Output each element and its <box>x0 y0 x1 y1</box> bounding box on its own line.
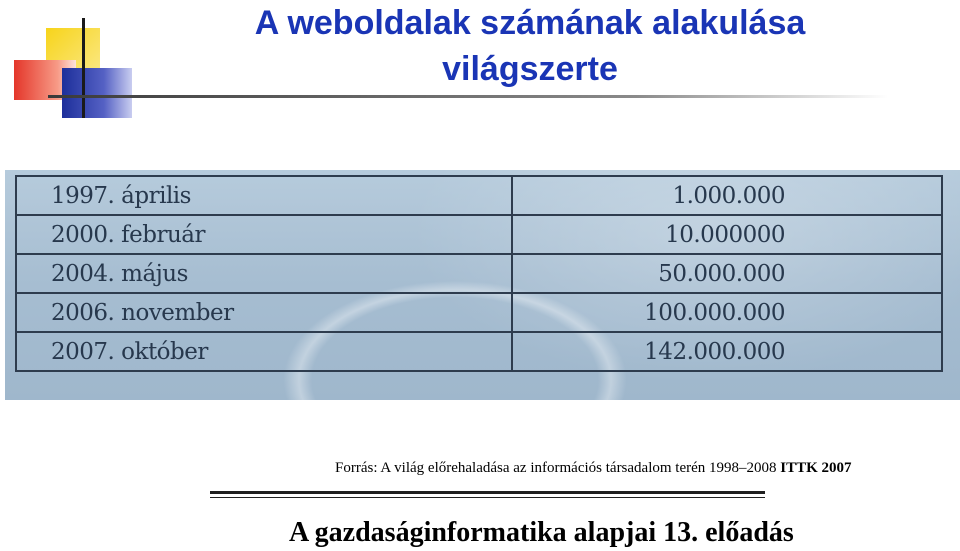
website-count-table <box>15 175 943 372</box>
footer-rule-thin <box>210 497 765 498</box>
table-cell-date: 2006. november <box>16 293 512 332</box>
footer-title: A gazdaságinformatika alapjai 13. előadás <box>289 517 794 548</box>
logo-vertical-line <box>82 18 85 118</box>
table-cell-date: 2007. október <box>16 332 512 371</box>
source-text: Forrás: A világ előrehaladása az információs társadalom terén 1998–2008 <box>335 460 781 476</box>
table-cell-value: 1.000.000 <box>672 182 785 209</box>
table-row <box>16 332 942 371</box>
table-cell-value: 142.000.000 <box>512 332 942 371</box>
table-cell-date: 2000. február <box>16 215 512 254</box>
table-cell-value: 100.000.000 <box>512 293 942 332</box>
table-cell-value: 10.000000 <box>512 215 942 254</box>
source-bold: ITTK 2007 <box>780 460 852 476</box>
slide-title <box>160 0 900 92</box>
footer-rule-thick <box>210 491 765 494</box>
logo-blue-square <box>62 68 132 118</box>
table-row <box>16 293 942 332</box>
table-row <box>16 254 942 293</box>
slide-title-line1: A weboldalak számának alakulása <box>254 4 806 42</box>
table-cell-date: 2004. május <box>16 254 512 293</box>
website-count-table-image <box>5 170 960 400</box>
table-row <box>16 176 942 215</box>
title-underline <box>48 95 888 98</box>
table-cell-value: 50.000.000 <box>512 254 942 293</box>
slide-title-line2: világszerte <box>442 50 618 88</box>
source-citation <box>335 460 852 477</box>
table-cell-date: 1997. április <box>16 176 512 215</box>
table-row <box>16 215 942 254</box>
slide-logo-decoration <box>0 0 150 130</box>
